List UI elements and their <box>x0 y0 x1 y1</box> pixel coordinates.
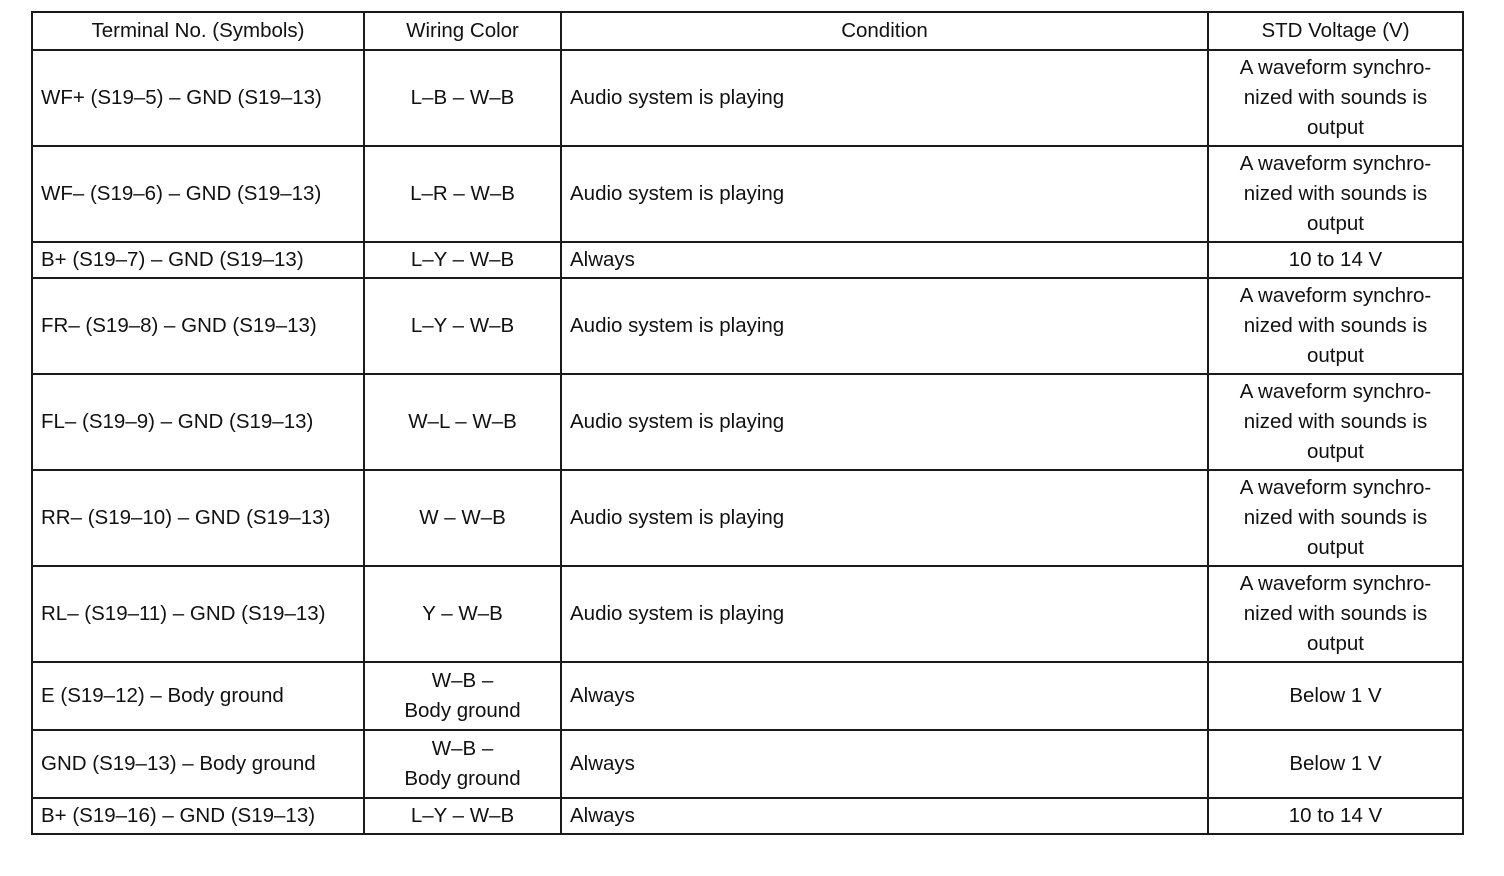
terminal-cell: B+ (S19–16) – GND (S19–13) <box>32 798 364 834</box>
wiring-color-line: W–L – W–B <box>408 410 517 433</box>
condition-cell: Audio system is playing <box>561 566 1208 662</box>
terminal-cell: RL– (S19–11) – GND (S19–13) <box>32 566 364 662</box>
wiring-color-line: Y – W–B <box>422 602 503 625</box>
condition-cell: Always <box>561 730 1208 798</box>
condition-cell: Audio system is playing <box>561 470 1208 566</box>
terminal-cell: WF– (S19–6) – GND (S19–13) <box>32 146 364 242</box>
table-row <box>32 662 1463 730</box>
std-voltage-line: A waveform synchro- <box>1239 152 1432 175</box>
terminal-cell: FR– (S19–8) – GND (S19–13) <box>32 278 364 374</box>
std-voltage-line: output <box>1307 632 1364 655</box>
std-voltage-line: output <box>1307 536 1364 559</box>
header-row <box>32 12 1463 50</box>
std-voltage-line: nized with sounds is <box>1243 86 1428 109</box>
terminal-cell: FL– (S19–9) – GND (S19–13) <box>32 374 364 470</box>
table-row <box>32 278 1463 374</box>
wiring-color-line: L–Y – W–B <box>410 314 515 337</box>
std-voltage-line: nized with sounds is <box>1243 314 1428 337</box>
condition-cell: Always <box>561 798 1208 834</box>
wiring-color-line: L–Y – W–B <box>410 804 515 827</box>
wiring-color-line: W–B – <box>431 669 494 692</box>
condition-cell: Audio system is playing <box>561 146 1208 242</box>
wiring-color-line: Body ground <box>404 699 521 722</box>
std-voltage-line: A waveform synchro- <box>1239 476 1432 499</box>
std-voltage-cell <box>1208 470 1463 566</box>
wiring-color-cell <box>364 470 561 566</box>
terminal-cell: E (S19–12) – Body ground <box>32 662 364 730</box>
std-voltage-line: nized with sounds is <box>1243 506 1428 529</box>
wiring-color-cell <box>364 662 561 730</box>
condition-cell: Audio system is playing <box>561 50 1208 146</box>
std-voltage-cell <box>1208 242 1463 278</box>
wiring-color-cell <box>364 278 561 374</box>
terminal-cell: GND (S19–13) – Body ground <box>32 730 364 798</box>
condition-cell: Always <box>561 662 1208 730</box>
wiring-color-cell <box>364 730 561 798</box>
std-voltage-line: Below 1 V <box>1289 684 1382 707</box>
condition-cell: Audio system is playing <box>561 278 1208 374</box>
table-row <box>32 146 1463 242</box>
table-row <box>32 374 1463 470</box>
terminal-voltage-table <box>31 11 1464 835</box>
std-voltage-line: nized with sounds is <box>1243 602 1428 625</box>
std-voltage-cell <box>1208 278 1463 374</box>
terminal-cell: WF+ (S19–5) – GND (S19–13) <box>32 50 364 146</box>
wiring-color-line: L–R – W–B <box>410 182 515 205</box>
std-voltage-cell <box>1208 146 1463 242</box>
std-voltage-cell <box>1208 50 1463 146</box>
std-voltage-line: A waveform synchro- <box>1239 56 1432 79</box>
std-voltage-line: A waveform synchro- <box>1239 284 1432 307</box>
header-terminal: Terminal No. (Symbols) <box>32 12 364 50</box>
terminal-cell: RR– (S19–10) – GND (S19–13) <box>32 470 364 566</box>
wiring-color-cell <box>364 242 561 278</box>
table-row <box>32 566 1463 662</box>
std-voltage-cell <box>1208 798 1463 834</box>
table-row <box>32 798 1463 834</box>
std-voltage-line: output <box>1307 116 1364 139</box>
std-voltage-line: 10 to 14 V <box>1288 248 1383 271</box>
std-voltage-cell <box>1208 374 1463 470</box>
table-row <box>32 50 1463 146</box>
std-voltage-line: output <box>1307 440 1364 463</box>
std-voltage-line: A waveform synchro- <box>1239 380 1432 403</box>
wiring-color-cell <box>364 566 561 662</box>
header-wiring-color: Wiring Color <box>364 12 561 50</box>
std-voltage-line: Below 1 V <box>1289 752 1382 775</box>
table-row <box>32 242 1463 278</box>
std-voltage-line: nized with sounds is <box>1243 410 1428 433</box>
std-voltage-line: 10 to 14 V <box>1288 804 1383 827</box>
wiring-color-line: W – W–B <box>419 506 506 529</box>
std-voltage-line: nized with sounds is <box>1243 182 1428 205</box>
std-voltage-cell <box>1208 730 1463 798</box>
std-voltage-line: output <box>1307 344 1364 367</box>
table-row <box>32 470 1463 566</box>
header-std-voltage: STD Voltage (V) <box>1208 12 1463 50</box>
condition-cell: Audio system is playing <box>561 374 1208 470</box>
wiring-color-line: L–Y – W–B <box>410 248 515 271</box>
std-voltage-line: A waveform synchro- <box>1239 572 1432 595</box>
wiring-color-cell <box>364 798 561 834</box>
condition-cell: Always <box>561 242 1208 278</box>
wiring-color-cell <box>364 374 561 470</box>
std-voltage-cell <box>1208 566 1463 662</box>
wiring-color-line: Body ground <box>404 767 521 790</box>
wiring-color-line: L–B – W–B <box>410 86 515 109</box>
wiring-color-cell <box>364 50 561 146</box>
std-voltage-line: output <box>1307 212 1364 235</box>
terminal-cell: B+ (S19–7) – GND (S19–13) <box>32 242 364 278</box>
table-body <box>32 50 1463 834</box>
table-row <box>32 730 1463 798</box>
wiring-color-cell <box>364 146 561 242</box>
header-condition: Condition <box>561 12 1208 50</box>
std-voltage-cell <box>1208 662 1463 730</box>
wiring-color-line: W–B – <box>431 737 494 760</box>
